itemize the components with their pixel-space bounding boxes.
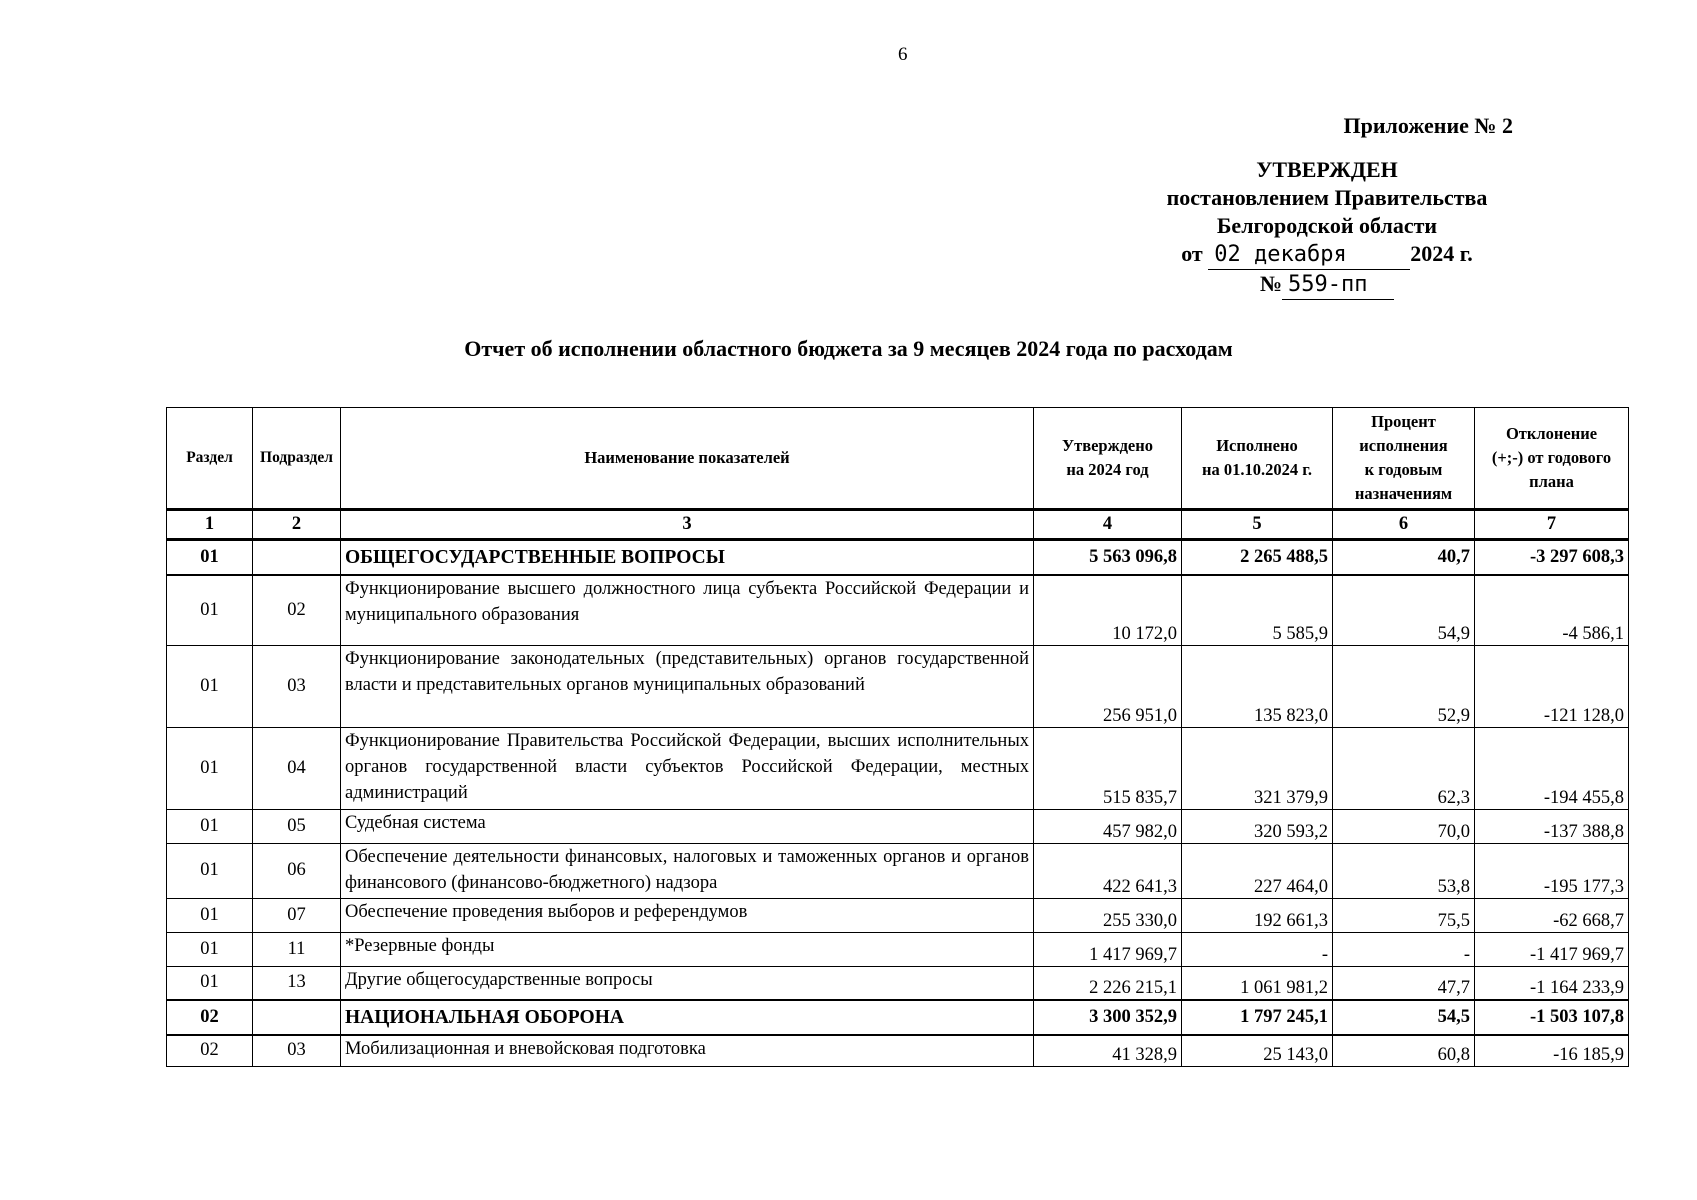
cell-executed: 1 061 981,2 (1182, 966, 1333, 1000)
cell-approved: 255 330,0 (1034, 898, 1182, 932)
cell-percent: 40,7 (1333, 540, 1475, 576)
column-number: 1 (167, 510, 253, 540)
column-number: 7 (1475, 510, 1629, 540)
header-percent (1333, 408, 1475, 510)
decree-year: 2024 г. (1410, 241, 1473, 266)
cell-name: ОБЩЕГОСУДАРСТВЕННЫЕ ВОПРОСЫ (341, 540, 1034, 576)
cell-percent: - (1333, 932, 1475, 966)
cell-name: *Резервные фонды (341, 932, 1034, 966)
cell-name: Функционирование высшего должностного лица субъекта Российской Федерации и муниципального образования (341, 575, 1034, 645)
decree-number-line (1117, 270, 1537, 300)
page-number: 6 (898, 44, 908, 65)
cell-approved: 41 328,9 (1034, 1035, 1182, 1066)
cell-executed: 192 661,3 (1182, 898, 1333, 932)
cell-approved: 3 300 352,9 (1034, 1000, 1182, 1035)
cell-section: 01 (167, 898, 253, 932)
cell-subsection: 11 (253, 932, 341, 966)
cell-subsection: 04 (253, 727, 341, 809)
cell-subsection: 06 (253, 843, 341, 898)
column-number: 5 (1182, 510, 1333, 540)
header-section: Раздел (167, 408, 253, 510)
cell-percent: 75,5 (1333, 898, 1475, 932)
decree-number: 559-пп (1282, 271, 1394, 300)
cell-deviation: -1 503 107,8 (1475, 1000, 1629, 1035)
header-percent-l1: Процент (1371, 412, 1436, 431)
cell-executed: 25 143,0 (1182, 1035, 1333, 1066)
decree-line-1: постановлением Правительства (1166, 185, 1488, 210)
cell-deviation: -62 668,7 (1475, 898, 1629, 932)
cell-name: Функционирование Правительства Российской Федерации, высших исполнительных органов государственной власти субъектов Российской Федерации, местных администраций (341, 727, 1034, 809)
table-row-section (167, 540, 1629, 576)
cell-subsection: 02 (253, 575, 341, 645)
cell-approved: 422 641,3 (1034, 843, 1182, 898)
cell-name: Функционирование законодательных (представительных) органов государственной власти и представительных органов муниципальных образований (341, 645, 1034, 727)
cell-section: 01 (167, 575, 253, 645)
decree-date: 02 декабря (1208, 241, 1410, 270)
cell-executed: 227 464,0 (1182, 843, 1333, 898)
decree-date-line (1117, 240, 1537, 270)
column-number-row (167, 510, 1629, 540)
cell-executed: - (1182, 932, 1333, 966)
cell-deviation: -1 417 969,7 (1475, 932, 1629, 966)
cell-percent: 47,7 (1333, 966, 1475, 1000)
approved-heading: УТВЕРЖДЕН (1256, 157, 1398, 182)
cell-deviation: -121 128,0 (1475, 645, 1629, 727)
cell-subsection: 13 (253, 966, 341, 1000)
header-executed-l1: Исполнено (1216, 436, 1298, 455)
cell-deviation: -1 164 233,9 (1475, 966, 1629, 1000)
cell-deviation: -194 455,8 (1475, 727, 1629, 809)
cell-section: 01 (167, 645, 253, 727)
header-deviation-l1: Отклонение (1505, 424, 1598, 443)
cell-subsection (253, 1000, 341, 1035)
header-percent-l2: исполнения (1359, 436, 1448, 455)
cell-deviation: -3 297 608,3 (1475, 540, 1629, 576)
cell-section: 02 (167, 1000, 253, 1035)
cell-subsection: 07 (253, 898, 341, 932)
cell-executed: 135 823,0 (1182, 645, 1333, 727)
cell-deviation: -16 185,9 (1475, 1035, 1629, 1066)
table-row (167, 575, 1629, 645)
header-deviation (1475, 408, 1629, 510)
cell-name: Судебная система (341, 809, 1034, 843)
cell-approved: 256 951,0 (1034, 645, 1182, 727)
cell-section: 01 (167, 727, 253, 809)
cell-executed: 2 265 488,5 (1182, 540, 1333, 576)
header-executed-l2: на 01.10.2024 г. (1201, 460, 1312, 479)
header-approved-l2: на 2024 год (1066, 460, 1149, 479)
cell-section: 01 (167, 540, 253, 576)
cell-approved: 10 172,0 (1034, 575, 1182, 645)
cell-executed: 320 593,2 (1182, 809, 1333, 843)
table-row-section (167, 1000, 1629, 1035)
cell-executed: 1 797 245,1 (1182, 1000, 1333, 1035)
table-header-row (167, 408, 1629, 510)
cell-percent: 60,8 (1333, 1035, 1475, 1066)
table-row (167, 645, 1629, 727)
cell-percent: 62,3 (1333, 727, 1475, 809)
cell-percent: 53,8 (1333, 843, 1475, 898)
cell-percent: 54,9 (1333, 575, 1475, 645)
cell-percent: 54,5 (1333, 1000, 1475, 1035)
cell-deviation: -137 388,8 (1475, 809, 1629, 843)
cell-subsection: 03 (253, 1035, 341, 1066)
header-percent-l4: назначениям (1354, 484, 1453, 503)
header-deviation-l2: (+;-) от годового (1491, 448, 1612, 467)
header-approved (1034, 408, 1182, 510)
cell-name: Обеспечение проведения выборов и референдумов (341, 898, 1034, 932)
cell-executed: 5 585,9 (1182, 575, 1333, 645)
cell-section: 01 (167, 809, 253, 843)
table-row (167, 966, 1629, 1000)
from-label: от (1181, 241, 1203, 266)
header-executed (1182, 408, 1333, 510)
number-label: № (1259, 271, 1283, 296)
cell-executed: 321 379,9 (1182, 727, 1333, 809)
cell-subsection: 05 (253, 809, 341, 843)
header-deviation-l3: плана (1529, 472, 1574, 491)
cell-section: 01 (167, 843, 253, 898)
cell-approved: 1 417 969,7 (1034, 932, 1182, 966)
budget-table (166, 407, 1629, 1067)
cell-name: Мобилизационная и вневойсковая подготовка (341, 1035, 1034, 1066)
header-approved-l1: Утверждено (1061, 436, 1154, 455)
cell-approved: 457 982,0 (1034, 809, 1182, 843)
column-number: 2 (253, 510, 341, 540)
table-row (167, 727, 1629, 809)
cell-name: Обеспечение деятельности финансовых, налоговых и таможенных органов и органов финансового (финансово-бюджетного) надзора (341, 843, 1034, 898)
cell-section: 02 (167, 1035, 253, 1066)
cell-approved: 515 835,7 (1034, 727, 1182, 809)
annex-label: Приложение № 2 (1343, 113, 1513, 138)
cell-approved: 5 563 096,8 (1034, 540, 1182, 576)
column-number: 4 (1034, 510, 1182, 540)
table-row (167, 898, 1629, 932)
cell-deviation: -195 177,3 (1475, 843, 1629, 898)
cell-approved: 2 226 215,1 (1034, 966, 1182, 1000)
column-number: 6 (1333, 510, 1475, 540)
header-name: Наименование показателей (341, 408, 1034, 510)
header-percent-l3: к годовым (1364, 460, 1443, 479)
cell-subsection (253, 540, 341, 576)
cell-name: Другие общегосударственные вопросы (341, 966, 1034, 1000)
decree-line-2: Белгородской области (1216, 213, 1438, 238)
cell-subsection: 03 (253, 645, 341, 727)
table-row (167, 809, 1629, 843)
cell-section: 01 (167, 932, 253, 966)
report-title: Отчет об исполнении областного бюджета за 9 месяцев 2024 года по расходам (464, 336, 1233, 361)
column-number: 3 (341, 510, 1034, 540)
approval-stamp-block (1117, 112, 1537, 300)
table-row (167, 932, 1629, 966)
header-subsection: Подраздел (253, 408, 341, 510)
cell-section: 01 (167, 966, 253, 1000)
table-row (167, 843, 1629, 898)
cell-deviation: -4 586,1 (1475, 575, 1629, 645)
cell-percent: 52,9 (1333, 645, 1475, 727)
table-row (167, 1035, 1629, 1066)
cell-percent: 70,0 (1333, 809, 1475, 843)
cell-name: НАЦИОНАЛЬНАЯ ОБОРОНА (341, 1000, 1034, 1035)
